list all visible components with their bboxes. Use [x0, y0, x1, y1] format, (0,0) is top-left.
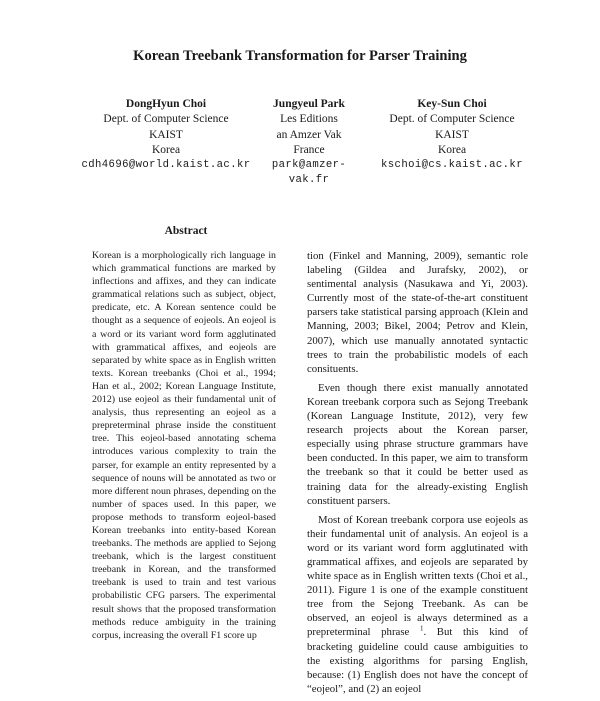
author-name: Key-Sun Choi — [417, 98, 487, 110]
body-column — [307, 249, 528, 701]
body-paragraph: Even though there exist manually annotated Korean treebank corpora such as Sejong Treebank (Korean Language Institute, 2012), very few research projects about the Korean parser, especially using phrase structure grammars have been conducted. In this paper, we aim to transform the treebank so that it could be better used as training data for the already-existing English constituent parsers. — [307, 381, 528, 507]
author-affiliation: Dept. of Computer Science — [389, 113, 515, 126]
author-name: Jungyeul Park — [273, 98, 345, 110]
author-institution: KAIST — [149, 128, 183, 141]
body-paragraph — [307, 513, 528, 696]
author-email[interactable]: kschoi@cs.kaist.ac.kr — [381, 159, 523, 172]
paper-title: Korean Treebank Transformation for Parser Training — [133, 48, 467, 64]
author-email[interactable]: cdh4696@world.kaist.ac.kr — [81, 159, 251, 172]
author-name: DongHyun Choi — [125, 98, 207, 110]
body-paragraph-text: Most of Korean treebank corpora use eojeols as their fundamental unit of analysis. An eojeol is a word or its variant word form agglutinated with grammatical affixes, and eojeols are separated by white space as in English written texts (Choi et al., 2011). Figure 1 is one of the example constituent tree from the Sejong Treebank. As can be observed, an eojeol is always determined as a prepreterminal phrase — [307, 513, 528, 639]
abstract-heading: Abstract — [164, 225, 208, 237]
author-email[interactable]: park@amzer-vak.fr — [271, 159, 347, 187]
author-country: Korea — [151, 143, 181, 156]
author-block — [254, 97, 364, 189]
author-block — [60, 97, 272, 173]
footnote-marker[interactable]: 1 — [419, 624, 424, 633]
abstract-text: Korean is a morphologically rich language in which grammatical functions are marked by inflections and affixes, and they can indicate grammatical relations such as subject, object, predicate, etc. A Korean sentence could be thought as a sequence of eojeols. An eojeol is a word or its variant word form agglutinated with grammatical affixes, and eojeols are separated by white space as in English written texts. Korean treebanks (Choi et al., 1994; Han et al., 2002; Korean Language Institute, 2012) use eojeol as their fundamental unit of analysis, thus representing an eojeol as a prepreterminal phrase inside the constituent tree. This eojeol-based annotating schema introduces various complexity to train the parser, for example an entity represented by a sequence of nouns will be annotated as two or more different noun phrases, depending on the number of spaces used. In this paper, we propose methods to transform eojeol-based Korean treebanks into entity-based Korean treebanks. The methods are applied to Sejong treebank, which is the largest constituent treebank in Korean, and the transformed treebank is used to train and test various probabilistic CFG parsers. The experimental result shows that the proposed transformation methods reduce ambiguity in the training corpus, increasing the overall F1 score up — [92, 250, 276, 641]
author-institution: an Amzer Vak — [276, 128, 342, 141]
author-country: Korea — [437, 143, 467, 156]
author-institution: KAIST — [435, 128, 469, 141]
body-paragraph: tion (Finkel and Manning, 2009), semantic role labeling (Gildea and Jurafsky, 2002), or sentimental analysis (Nasukawa and Yi, 2003). Currently most of the state-of-the-art constituent parsers take statistical parsing approach (Klein and Manning, 2003; Bikel, 2004; Petrov and Klein, 2007), which use manually annotated syntactic trees to train the probabilistic models of each consituents. — [307, 250, 528, 375]
author-affiliation: Dept. of Computer Science — [103, 113, 229, 126]
body-paragraph-text: . But this kind of bracketing guideline could cause ambiguities to the existing algorithms for parsing English, because: (1) English does not have the concept of “eojeol”, and (2) an eojeol — [307, 626, 528, 695]
author-country: France — [293, 143, 325, 156]
author-block — [368, 97, 536, 173]
author-affiliation: Les Editions — [280, 113, 338, 126]
